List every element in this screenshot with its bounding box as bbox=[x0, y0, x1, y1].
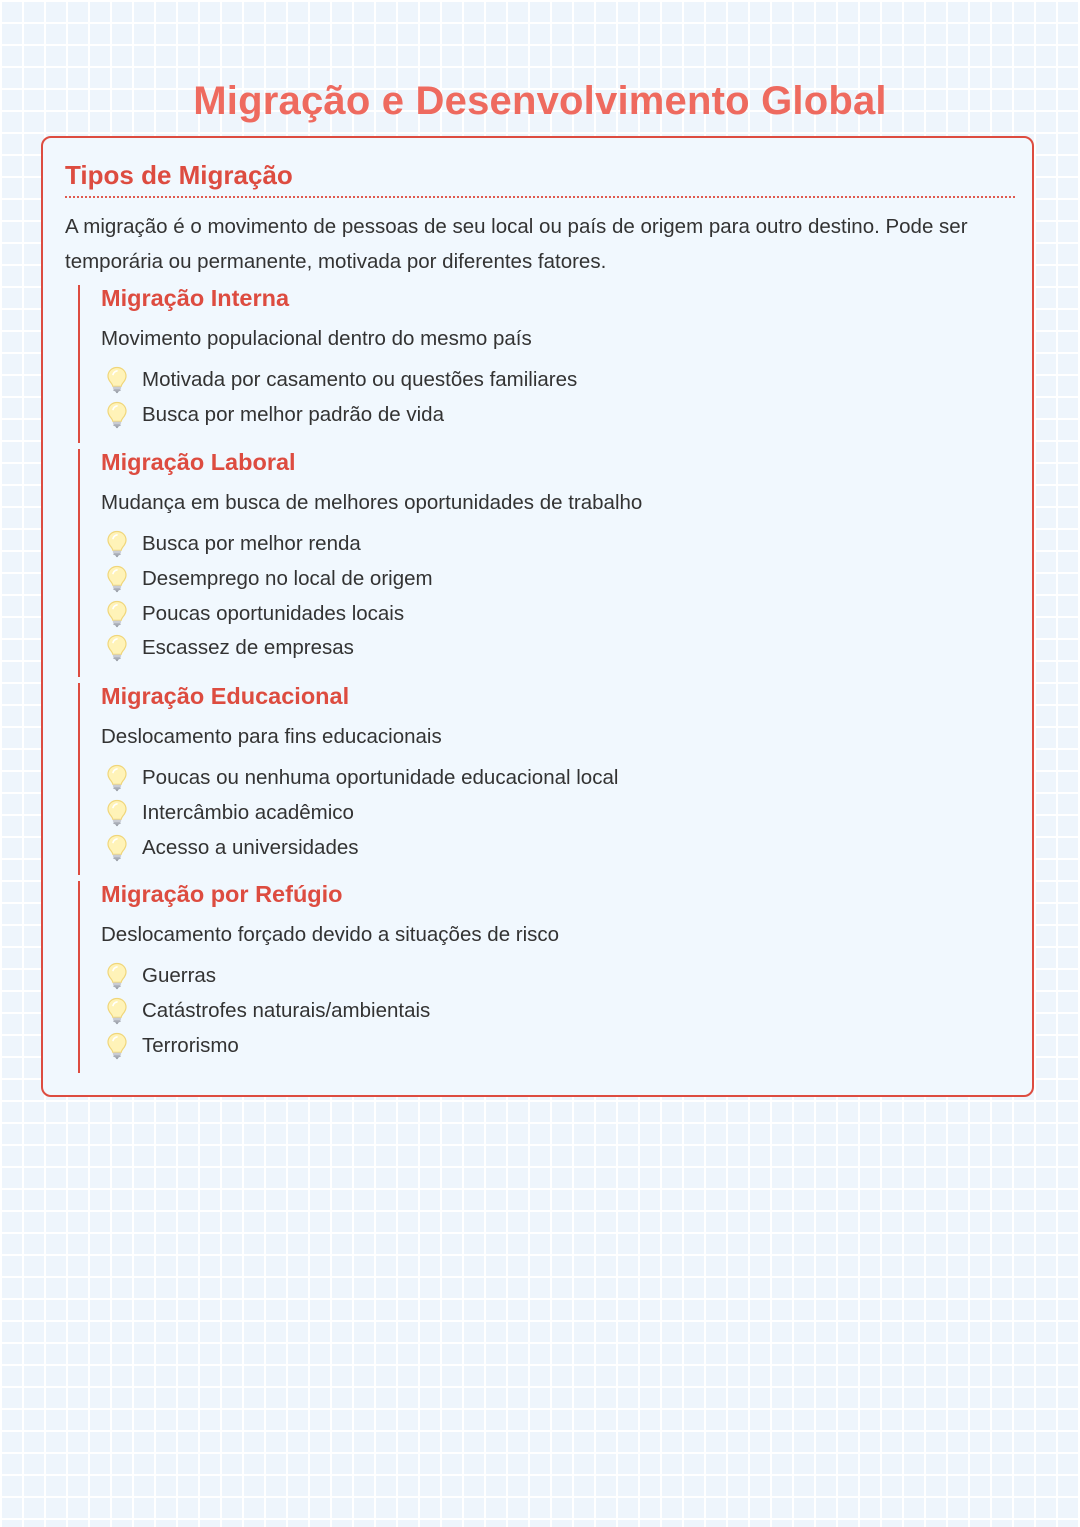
bullet-list bbox=[101, 527, 433, 666]
light-bulb-icon bbox=[104, 634, 130, 662]
subsection-title: Migração Interna bbox=[101, 285, 290, 311]
section-divider bbox=[65, 196, 1015, 198]
list-item bbox=[101, 1028, 430, 1063]
light-bulb-icon bbox=[104, 962, 130, 990]
subsection-title: Migração Educacional bbox=[101, 683, 350, 709]
light-bulb-icon bbox=[104, 834, 130, 862]
list-item bbox=[101, 596, 433, 631]
subsection-description: Movimento populacional dentro do mesmo país bbox=[101, 327, 532, 350]
list-item bbox=[101, 527, 433, 562]
bullet-list bbox=[101, 761, 618, 865]
light-bulb-icon bbox=[104, 565, 130, 593]
list-item-text: Escassez de empresas bbox=[142, 636, 354, 660]
list-item-text: Motivada por casamento ou questões familiares bbox=[142, 368, 578, 392]
list-item bbox=[101, 363, 577, 398]
light-bulb-icon bbox=[104, 530, 130, 558]
light-bulb-icon bbox=[104, 1032, 130, 1060]
subsection-internal-migration bbox=[78, 285, 978, 443]
list-item-text: Catástrofes naturais/ambientais bbox=[142, 999, 431, 1023]
migration-types-card bbox=[41, 136, 1034, 1097]
list-item bbox=[101, 761, 618, 796]
list-item-text: Terrorismo bbox=[142, 1033, 239, 1057]
list-item-text: Poucas oportunidades locais bbox=[142, 601, 405, 625]
light-bulb-icon bbox=[104, 600, 130, 628]
page-title: Migração e Desenvolvimento Global bbox=[193, 78, 887, 123]
subsection-labor-migration bbox=[78, 449, 978, 677]
subsection-description: Deslocamento forçado devido a situações de risco bbox=[101, 923, 560, 946]
list-item bbox=[101, 994, 430, 1029]
list-item bbox=[101, 830, 618, 865]
list-item-text: Busca por melhor padrão de vida bbox=[142, 403, 444, 427]
list-item bbox=[101, 796, 618, 831]
list-item-text: Desemprego no local de origem bbox=[142, 567, 433, 591]
list-item-text: Acesso a universidades bbox=[142, 835, 359, 859]
subsection-title: Migração Laboral bbox=[101, 449, 296, 475]
light-bulb-icon bbox=[104, 764, 130, 792]
list-item bbox=[101, 562, 433, 597]
light-bulb-icon bbox=[104, 401, 130, 429]
subsection-educational-migration bbox=[78, 683, 978, 875]
subsection-refuge-migration bbox=[78, 881, 978, 1073]
list-item bbox=[101, 398, 577, 433]
section-intro: A migração é o movimento de pessoas de seu local ou país de origem para outro destino. Pode ser temporária ou permanente, motivada por diferentes fatores. bbox=[65, 215, 968, 273]
list-item-text: Guerras bbox=[142, 964, 217, 988]
list-item bbox=[101, 631, 433, 666]
bullet-list bbox=[101, 959, 430, 1063]
subsection-description: Deslocamento para fins educacionais bbox=[101, 725, 442, 748]
bullet-list bbox=[101, 363, 577, 432]
light-bulb-icon bbox=[104, 799, 130, 827]
list-item-text: Busca por melhor renda bbox=[142, 532, 361, 556]
list-item-text: Intercâmbio acadêmico bbox=[142, 801, 354, 825]
light-bulb-icon bbox=[104, 997, 130, 1025]
light-bulb-icon bbox=[104, 366, 130, 394]
subsection-title: Migração por Refúgio bbox=[101, 881, 343, 907]
subsection-description: Mudança em busca de melhores oportunidades de trabalho bbox=[101, 491, 643, 514]
section-title: Tipos de Migração bbox=[65, 160, 293, 190]
list-item-text: Poucas ou nenhuma oportunidade educacional local bbox=[142, 766, 619, 790]
list-item bbox=[101, 959, 430, 994]
